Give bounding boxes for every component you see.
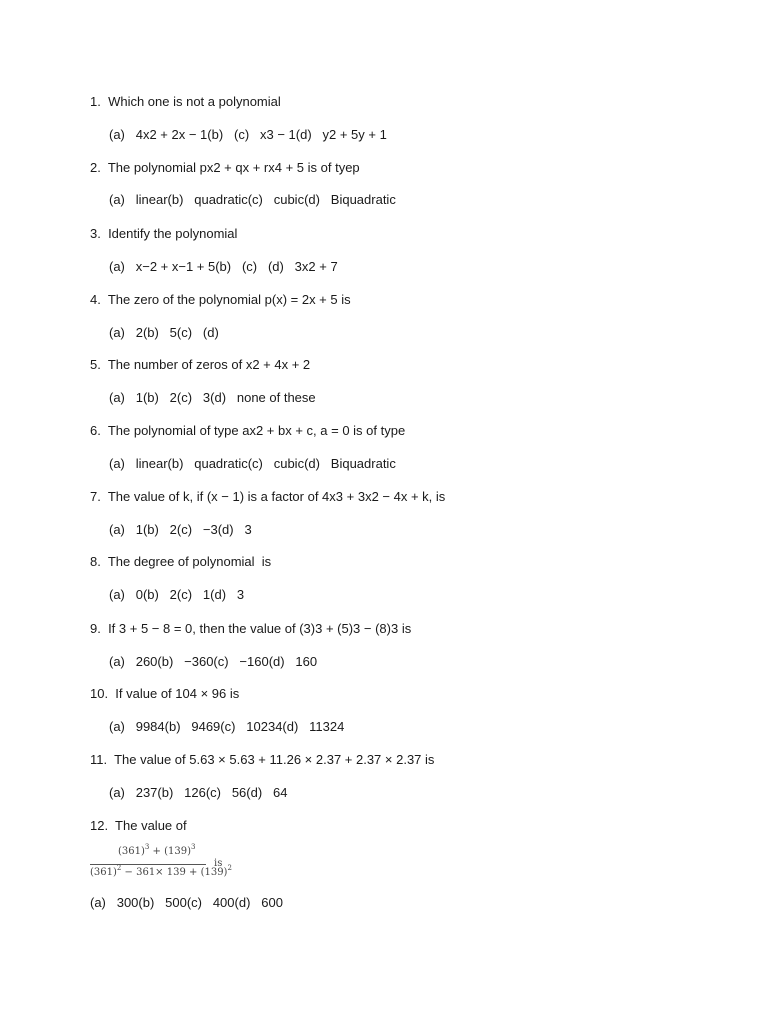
options-2: (a) linear(b) quadratic(c) cubic(d) Biquadratic [109, 192, 396, 207]
question-3: 3. Identify the polynomial [90, 226, 238, 241]
options-3: (a) x−2 + x−1 + 5(b) (c) (d) 3x2 + 7 [109, 259, 338, 274]
options-4: (a) 2(b) 5(c) (d) [109, 325, 219, 340]
question-10: 10. If value of 104 × 96 is [90, 686, 240, 701]
options-8: (a) 0(b) 2(c) 1(d) 3 [109, 587, 245, 602]
options-6: (a) linear(b) quadratic(c) cubic(d) Biquadratic [109, 456, 396, 471]
question-8: 8. The degree of polynomial is [90, 554, 272, 569]
options-10: (a) 9984(b) 9469(c) 10234(d) 11324 [109, 719, 345, 734]
fraction-numerator: $(361)^3 + (139)^3$ [118, 843, 196, 857]
question-4: 4. The zero of the polynomial p(x) = 2x + 5 is [90, 292, 351, 307]
question-12: 12. The value of [90, 818, 187, 833]
fraction-suffix: is [214, 858, 223, 869]
question-11: 11. The value of 5.63 × 5.63 + 11.26 × 2.37 + 2.37 × 2.37 is [90, 752, 435, 767]
options-9: (a) 260(b) −360(c) −160(d) 160 [109, 654, 318, 669]
options-12: (a) 300(b) 500(c) 400(d) 600 [90, 895, 283, 910]
question-1: 1. Which one is not a polynomial [90, 94, 281, 109]
question-5: 5. The number of zeros of x2 + 4x + 2 [90, 357, 311, 372]
question-9: 9. If 3 + 5 − 8 = 0, then the value of (3)3 + (5)3 − (8)3 is [90, 621, 412, 636]
question-2: 2. The polynomial px2 + qx + rx4 + 5 is of tyep [90, 160, 360, 175]
options-11: (a) 237(b) 126(c) 56(d) 64 [109, 785, 288, 800]
question-6: 6. The polynomial of type ax2 + bx + c, a = 0 is of type [90, 423, 406, 438]
fraction-bar [90, 864, 206, 865]
fraction-expression [90, 843, 232, 886]
options-5: (a) 1(b) 2(c) 3(d) none of these [109, 390, 316, 405]
question-7: 7. The value of k, if (x − 1) is a factor of 4x3 + 3x2 − 4x + k, is [90, 489, 446, 504]
fraction-denominator: $(361)^2 - 361\times 139 + (139)^2$ [90, 864, 232, 878]
options-7: (a) 1(b) 2(c) −3(d) 3 [109, 522, 252, 537]
options-1: (a) 4x2 + 2x − 1(b) (c) x3 − 1(d) y2 + 5y + 1 [109, 127, 387, 142]
